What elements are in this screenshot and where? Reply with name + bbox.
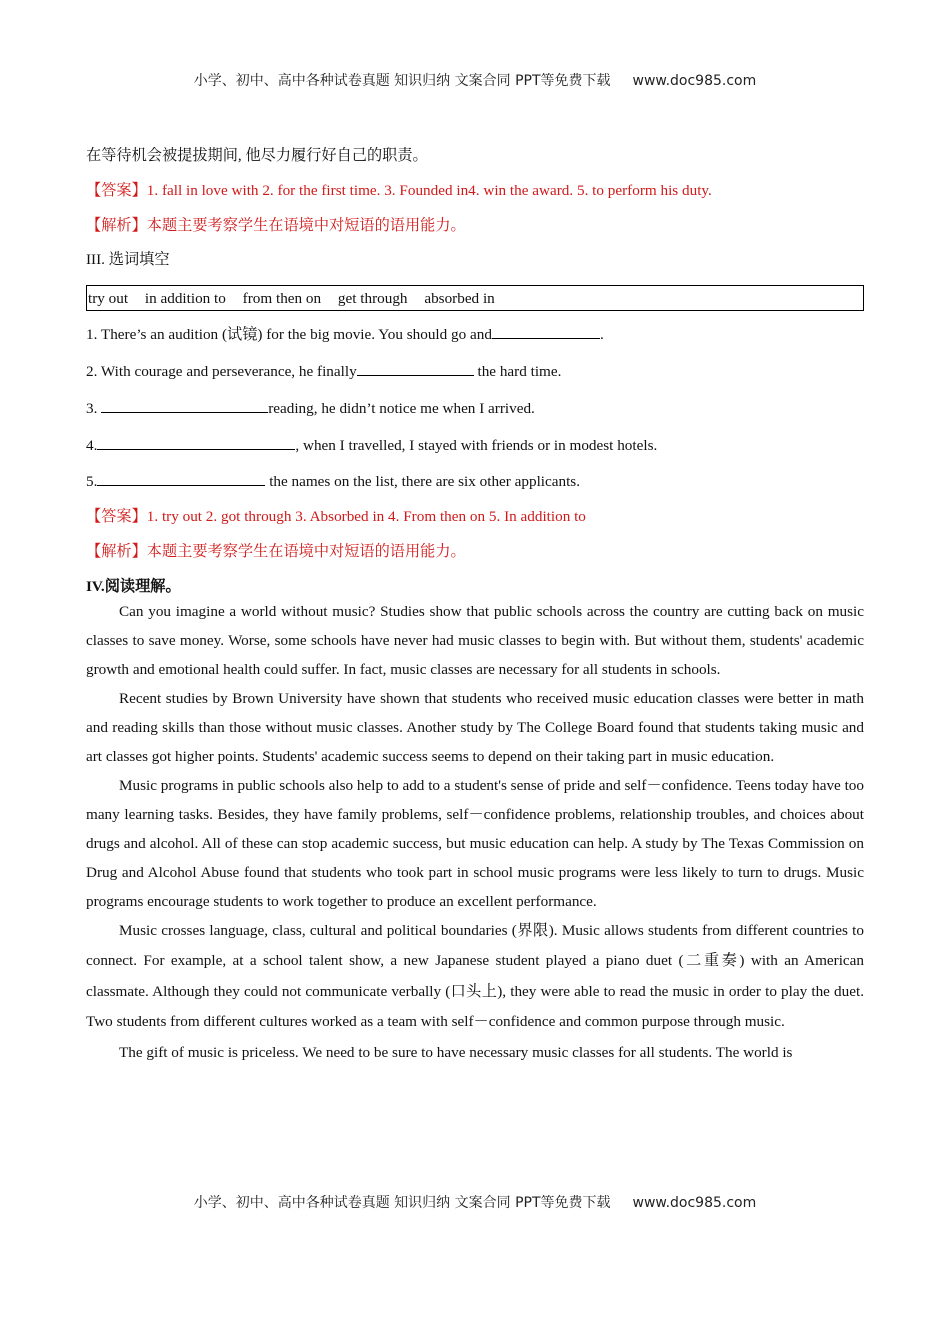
word-bank-item: in addition to: [144, 290, 226, 308]
question-3: [86, 397, 864, 419]
question-1-text: 1. There’s an audition (试镜) for the big movie. You should go and: [86, 326, 492, 344]
word-bank-item: try out: [88, 290, 129, 308]
question-3-end: reading, he didn’t notice me when I arrived.: [268, 399, 535, 417]
question-1: [86, 323, 864, 345]
answer-blank[interactable]: [357, 360, 474, 376]
question-2-end: the hard time.: [473, 362, 562, 380]
header-site: www.doc985.com: [632, 73, 757, 89]
word-bank: [86, 285, 864, 311]
analysis-3: 【解析】本题主要考察学生在语境中对短语的语用能力。: [86, 542, 466, 560]
chinese-sentence: 在等待机会被提拔期间, 他尽力履行好自己的职责。: [86, 147, 428, 164]
section-3-title: III. 选词填空: [86, 251, 170, 269]
passage-paragraph: The gift of music is priceless. We need to be sure to have necessary music classes for all students. The world is: [119, 1043, 793, 1061]
passage-paragraph: Music crosses language, class, cultural and political boundaries (界限). Music allows students from different countries to connect. For example, at a school talent show, a new Japanese student played a piano duet (二重奏) with an American classmate. Although they could not communicate verbally (口头上), they were able to read the music in order to play the duet. Two students from different cultures worked as a team with self－confidence and common purpose through music.: [86, 921, 864, 1031]
passage-paragraph: Can you imagine a world without music? Studies show that public schools across the country are cutting back on music classes to save money. Worse, some schools have never had music classes to begin with. But without them, students' academic growth and emotional health could suffer. In fact, music classes are necessary for all students in schools.: [86, 602, 864, 678]
question-4-end: , when I travelled, I stayed with friends or in modest hotels.: [295, 436, 658, 454]
page-header: [0, 70, 950, 90]
reading-passage: [86, 597, 864, 1067]
section-4-title: IV.阅读理解。: [86, 577, 181, 595]
answer-blank[interactable]: [101, 397, 268, 413]
question-1-end: .: [599, 326, 604, 344]
question-5-text: 5.: [86, 473, 98, 491]
footer-site: www.doc985.com: [632, 1195, 757, 1211]
question-3-text: 3.: [86, 399, 102, 417]
question-2-text: 2. With courage and perseverance, he finally: [86, 362, 357, 380]
answer-blank[interactable]: [492, 323, 600, 339]
word-bank-item: from then on: [242, 290, 322, 308]
page-footer: [0, 1192, 950, 1212]
answer-3: 【答案】1. try out 2. got through 3. Absorbed in 4. From then on 5. In addition to: [86, 508, 586, 526]
passage-paragraph: Music programs in public schools also help to add to a student's sense of pride and self－confidence. Teens today have too many learning tasks. Besides, they have family problems, self－confidence problems, relationship troubles, and choices about drugs and alcohol. All of these can stop academic success, but music education can help. A study by The Texas Commission on Drug and Alcohol Abuse found that students who took part in school music programs were less likely to turn to drugs. Music programs encourage students to work together to produce an excellent performance.: [86, 776, 864, 910]
word-bank-item: get through: [337, 290, 408, 308]
footer-text: 小学、初中、高中各种试卷真题 知识归纳 文案合同 PPT等免费下载: [193, 1195, 611, 1211]
answer-blank[interactable]: [97, 434, 295, 450]
question-2: [86, 360, 864, 382]
answer-blank[interactable]: [97, 470, 265, 486]
question-5: [86, 470, 864, 492]
analysis-2: 【解析】本题主要考察学生在语境中对短语的语用能力。: [86, 216, 466, 234]
passage-paragraph: Recent studies by Brown University have shown that students who received music education classes were better in math and reading skills than those without music classes. Another study by The College Board found that students taking music and art classes got higher points. Students' academic success seems to depend on their taking part in music education.: [86, 689, 864, 765]
header-text: 小学、初中、高中各种试卷真题 知识归纳 文案合同 PPT等免费下载: [193, 73, 611, 89]
question-4-text: 4.: [86, 436, 98, 454]
question-5-end: the names on the list, there are six other applicants.: [265, 473, 581, 491]
document-body: [86, 146, 864, 1067]
answer-2: 【答案】1. fall in love with 2. for the first time. 3. Founded in4. win the award. 5. to perform his duty.: [86, 181, 712, 199]
word-bank-item: absorbed in: [424, 290, 495, 308]
question-4: [86, 434, 864, 456]
